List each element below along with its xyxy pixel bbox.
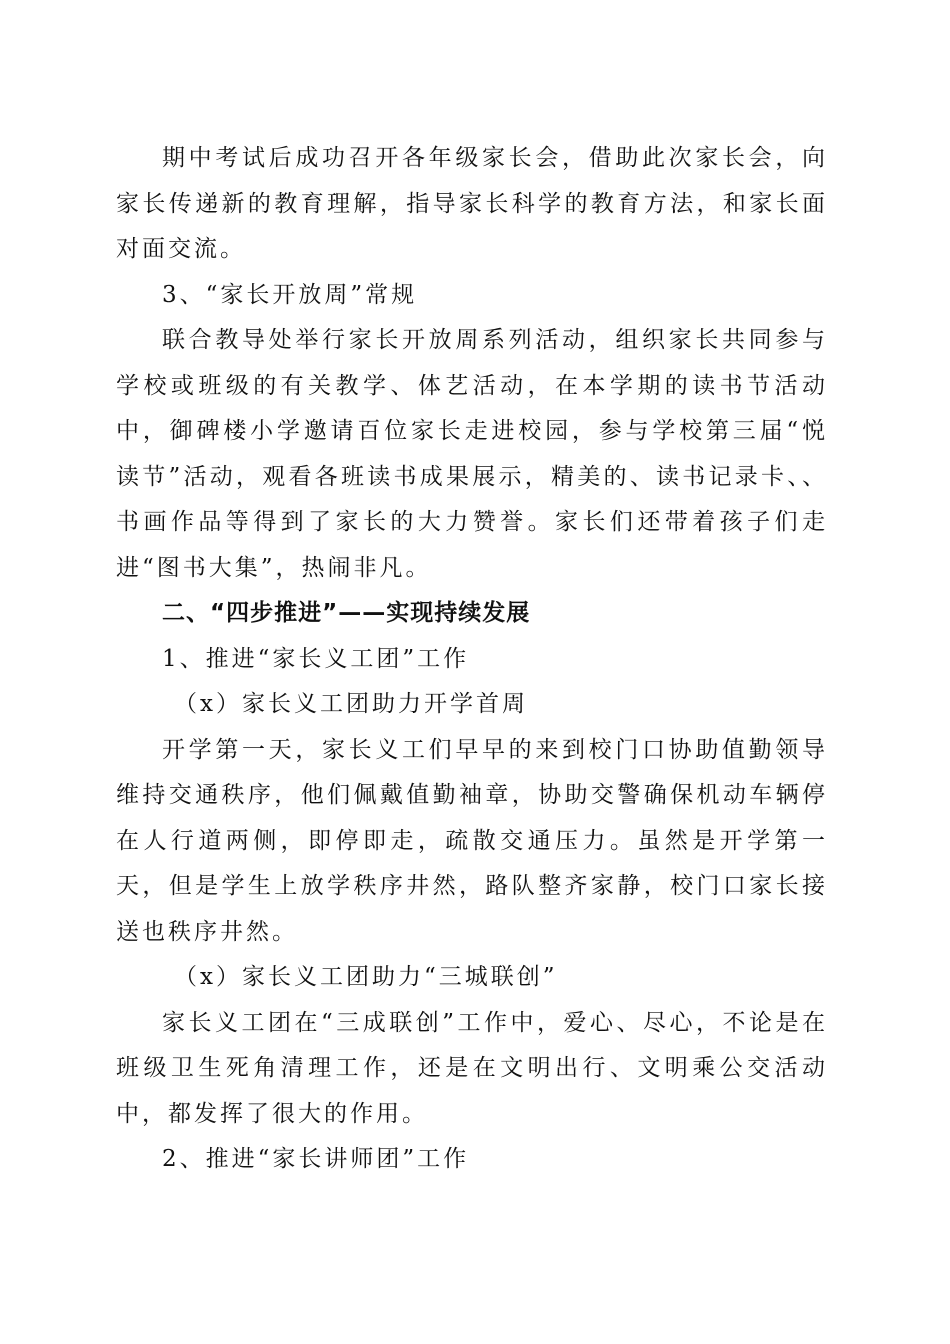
subitem-three-cities: （x）家长义工团助力“三城联创” xyxy=(174,964,558,990)
item-lecturer-heading: 2、推进“家长讲师团”工作 xyxy=(162,1146,470,1172)
paragraph-three-cities: 家长义工团在“三成联创”工作中，爱心、尽心，不论是在班级卫生死角清理工作，还是在文明出行、文明乘公交活动中，都发挥了很大的作用。 xyxy=(116,1009,828,1127)
item-open-week-heading: 3、“家长开放周”常规 xyxy=(162,281,418,308)
subitem-first-week: （x）家长义工团助力开学首周 xyxy=(174,691,528,717)
item-volunteer-heading: 1、推进“家长义工团”工作 xyxy=(162,645,470,672)
document-body xyxy=(116,136,828,1183)
paragraph-first-day: 开学第一天，家长义工们早早的来到校门口协助值勤领导维持交通秩序，他们佩戴值勤袖章，协助交警确保机动车辆停在人行道两侧，即停即走，疏散交通压力。虽然是开学第一天，但是学生上放学秩序井然，路队整齐家静，校门口家长接送也秩序井然。 xyxy=(116,736,828,945)
paragraph-parent-meeting: 期中考试后成功召开各年级家长会，借助此次家长会，向家长传递新的教育理解，指导家长科学的教育方法，和家长面对面交流。 xyxy=(116,145,828,262)
section-heading-four-steps: 二、“四步推进”——实现持续发展 xyxy=(162,600,531,626)
paragraph-open-week: 联合教导处举行家长开放周系列活动，组织家长共同参与学校或班级的有关教学、体艺活动，在本学期的读书节活动中，御碑楼小学邀请百位家长走进校园，参与学校第三届“悦读节”活动，观看各班读书成果展示，精美的、读书记录卡、、书画作品等得到了家长的大力赞誉。家长们还带着孩子们走进“图书大集”，热闹非凡。 xyxy=(116,327,828,581)
